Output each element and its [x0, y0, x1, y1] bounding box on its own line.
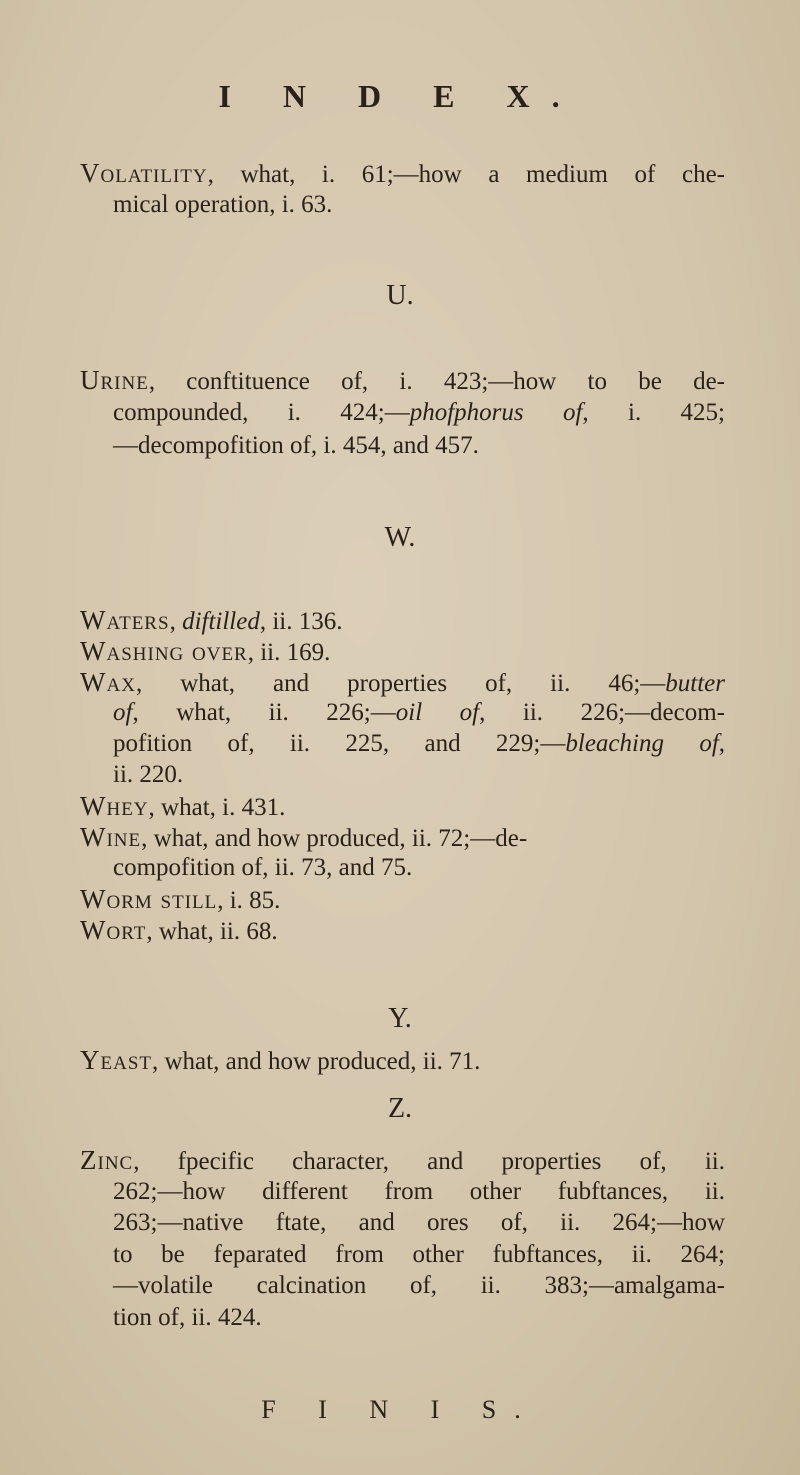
index-entry-line [80, 158, 725, 190]
entry-text: , [169, 608, 183, 635]
index-entry-line [80, 605, 343, 637]
index-entry-continuation [113, 1240, 725, 1270]
entry-text: , [718, 730, 726, 757]
entry-text: ii. 220. [113, 761, 184, 788]
entry-text: compounded, i. 424;— [113, 399, 410, 426]
entry-headword: Waters [80, 605, 170, 635]
entry-text: compofition of, ii. 73, and 75. [113, 854, 413, 881]
entry-text: —decompofition of, i. 454, and 457. [113, 432, 479, 459]
page-title: I N D E X. [218, 78, 582, 114]
section-letter: W. [384, 522, 416, 553]
index-entry-line [80, 1145, 725, 1177]
entry-text: , ii. 169. [247, 639, 331, 666]
index-entry-line [80, 822, 527, 854]
section-letter: Y. [388, 1003, 412, 1034]
entry-headword: Urine [80, 365, 149, 395]
section-letter: U. [386, 280, 414, 311]
entry-text: 263;—native ftate, and ores of, ii. 264;—how [113, 1209, 725, 1236]
entry-text: of [113, 699, 133, 726]
index-entry-line [80, 667, 725, 699]
index-entry-continuation [113, 760, 183, 790]
entry-text: , i. 425; [582, 399, 725, 426]
index-entry-continuation [113, 698, 725, 728]
entry-text: butter [665, 670, 725, 697]
index-entry-line [80, 791, 285, 823]
entry-headword: Whey [80, 791, 149, 821]
index-entry-line [80, 365, 725, 397]
entry-text: , what, and how produced, ii. 71. [152, 1048, 481, 1075]
index-entry-continuation [113, 1208, 725, 1238]
section-letter: Z. [387, 1093, 413, 1124]
entry-text: phofphorus of [409, 399, 583, 426]
index-entry-continuation [113, 190, 332, 220]
entry-headword: Washing over [80, 636, 248, 666]
entry-headword: Worm still [80, 884, 218, 914]
entry-text: bleaching of [565, 730, 719, 757]
entry-text: diftilled [182, 608, 260, 635]
entry-text: , what, and properties of, ii. 46;— [135, 670, 666, 697]
entry-text: , what, ii. 226;— [132, 699, 396, 726]
index-entry-continuation [113, 1271, 725, 1301]
entry-headword: Wax [80, 667, 136, 697]
index-entry-continuation [113, 431, 479, 461]
index-entry-continuation [113, 1303, 262, 1333]
finis-text: F I N I S. [261, 1395, 539, 1424]
index-entry-line [80, 915, 278, 947]
index-entry-line [80, 884, 280, 916]
index-entry-line [80, 1045, 480, 1077]
entry-text: , conftituence of, i. 423;—how to be de- [148, 368, 725, 395]
index-entry-continuation [113, 853, 412, 883]
entry-headword: Zinc [80, 1145, 134, 1175]
entry-headword: Wort [80, 915, 147, 945]
entry-text: , ii. 136. [259, 608, 343, 635]
entry-headword: Volatility [80, 158, 208, 188]
entry-text: —volatile calcination of, ii. 383;—amalgama- [113, 1272, 725, 1299]
entry-headword: Wine [80, 822, 142, 852]
entry-text: , what, i. 431. [148, 794, 286, 821]
entry-text: 262;—how different from other fubftances, ii. [113, 1177, 725, 1205]
entry-text: , ii. 226;—decom- [479, 699, 725, 726]
entry-text: to be feparated from other fubftances, ii. 264; [113, 1240, 725, 1268]
entry-text: , what, ii. 68. [146, 918, 278, 945]
index-entry-continuation [113, 398, 725, 428]
entry-text: oil of [395, 699, 480, 726]
entry-text: tion of, ii. 424. [113, 1303, 262, 1331]
index-entry-line [80, 636, 330, 668]
entry-text: , what, and how produced, ii. 72;—de- [141, 825, 528, 852]
entry-text: , i. 85. [217, 887, 281, 914]
entry-headword: Yeast [80, 1045, 152, 1075]
entry-text: , fpecific character, and properties of, ii. [133, 1148, 725, 1175]
index-entry-continuation [113, 729, 725, 759]
entry-text: mical operation, i. 63. [113, 191, 333, 218]
entry-text: pofition of, ii. 225, and 229;— [113, 730, 566, 757]
index-entry-continuation [113, 1177, 725, 1207]
entry-text: , what, i. 61;—how a medium of che- [207, 161, 725, 188]
